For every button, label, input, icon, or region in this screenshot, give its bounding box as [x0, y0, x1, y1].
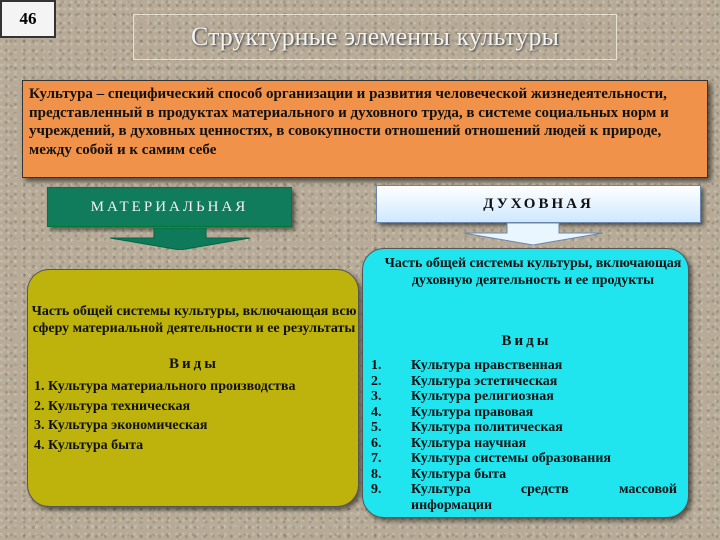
list-text: Культура религиозная: [411, 389, 554, 404]
list-number: 2.: [371, 373, 382, 389]
list-text-line: [411, 482, 677, 498]
list-item: [371, 389, 677, 405]
spiritual-panel: [362, 248, 689, 518]
list-number: 7.: [371, 451, 382, 466]
spiritual-types-label: Виды: [501, 333, 552, 349]
list-number: 9.: [371, 482, 382, 497]
list-text: Культура эстетическая: [411, 373, 558, 389]
list-item: 4. Культура быта: [34, 437, 144, 453]
list-text: Культура правовая: [411, 404, 534, 420]
list-item: [371, 482, 677, 513]
definition-box: Культура – специфический способ организации и развития человеческой жизнедеятельности, представленный в продуктах материального и духовного труда, в системе социальных норм и учреждений, в духовных ценностях, в совокупности отношений отношений людей к природе, между собой и к самим себе: [22, 80, 708, 178]
list-text: Культура нравственная: [411, 358, 563, 373]
list-word: массовой: [618, 482, 677, 497]
spiritual-types-list: [371, 358, 677, 513]
list-word: средств: [520, 482, 569, 497]
material-types-list: [34, 377, 295, 455]
list-text-tail: информации: [411, 497, 493, 513]
list-word: Культура: [411, 482, 471, 497]
list-item: 2. Культура техническая: [34, 398, 191, 414]
list-text: [411, 482, 677, 513]
list-item: [371, 451, 677, 467]
list-item: 3. Культура экономическая: [34, 418, 208, 433]
list-item: [371, 358, 677, 374]
spiritual-header: ДУХОВНАЯ: [376, 185, 701, 223]
list-number: 8.: [371, 466, 382, 482]
list-text: Культура политическая: [411, 420, 563, 435]
list-item: 1. Культура материального производства: [34, 379, 296, 394]
material-types-label: Виды: [169, 356, 219, 372]
list-number: 3.: [371, 389, 382, 404]
list-text: Культура научная: [411, 435, 527, 451]
spiritual-description: Часть общей системы культуры, включающая духовную деятельность и ее продукты: [384, 256, 682, 288]
list-item: [371, 467, 677, 483]
list-item: [371, 436, 677, 452]
list-number: 1.: [371, 358, 382, 373]
slide-title: Структурные элементы культуры: [133, 14, 617, 60]
list-text: Культура быта: [411, 466, 507, 482]
list-item: [371, 420, 677, 436]
material-header: МАТЕРИАЛЬНАЯ: [47, 187, 292, 227]
list-number: 4.: [371, 404, 382, 420]
material-arrow: [110, 228, 250, 250]
material-description: Часть общей системы культуры, включающая всю сферу материальной деятельности и ее результаты: [31, 304, 357, 336]
spiritual-arrow: [463, 223, 603, 245]
slide-number: 46: [0, 0, 56, 38]
list-item: [371, 374, 677, 390]
list-item: [371, 405, 677, 421]
list-number: 5.: [371, 420, 382, 435]
list-text: Культура системы образования: [411, 451, 611, 466]
list-number: 6.: [371, 435, 382, 451]
material-panel: [27, 269, 359, 507]
